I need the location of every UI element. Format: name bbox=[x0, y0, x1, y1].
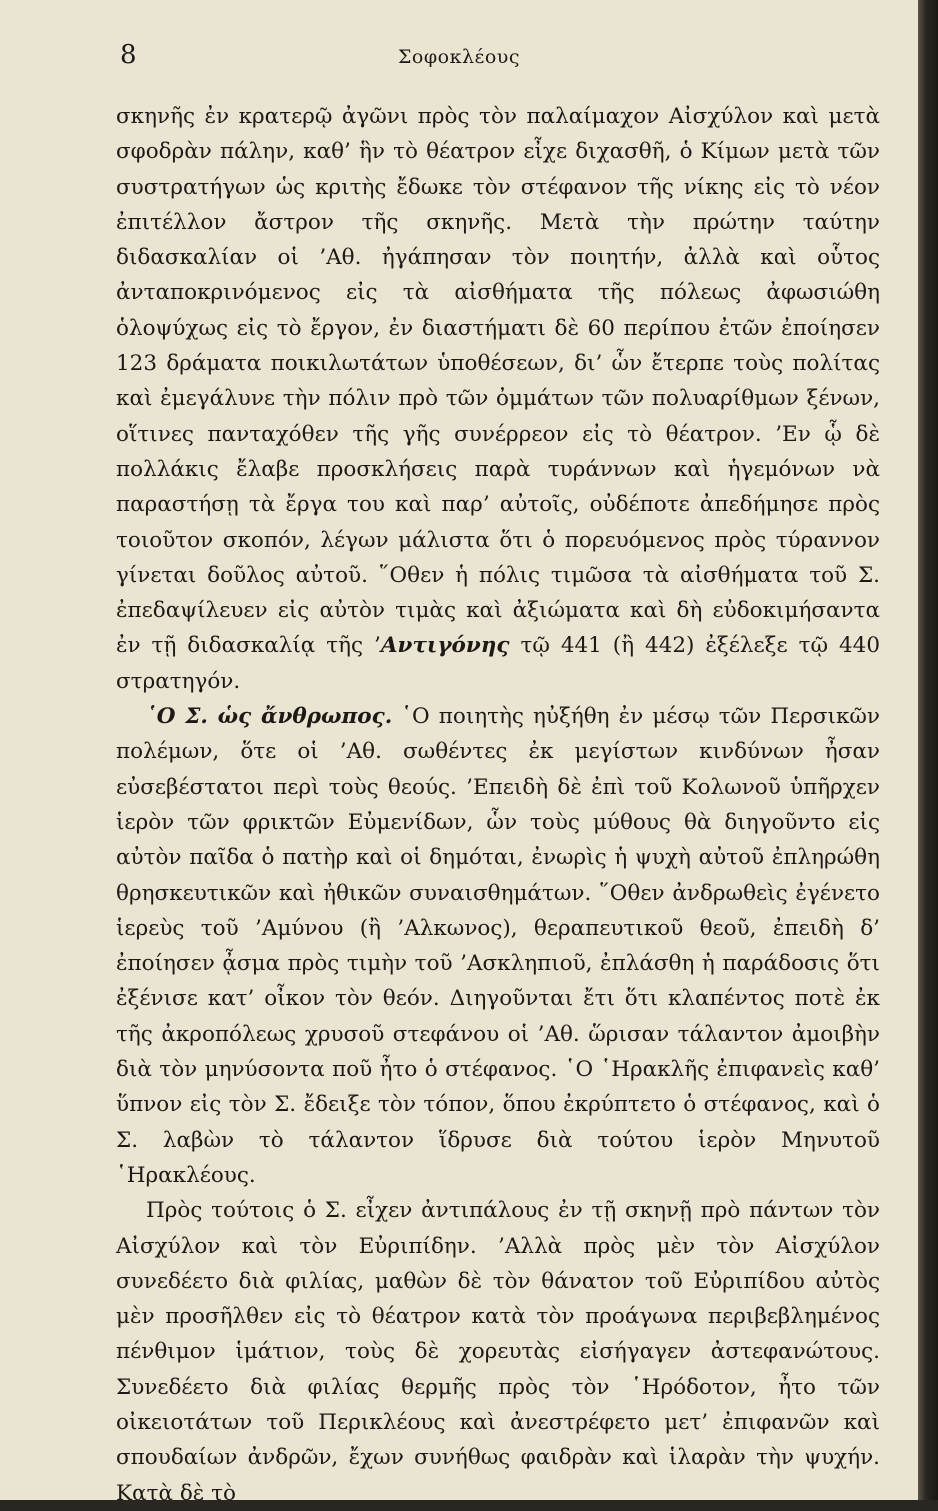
book-spine bbox=[918, 0, 938, 1500]
paragraph-text: ῾Ο ποιητὴς ηὐξήθη ἐν μέσῳ τῶν Περσικῶν πολέμων, ὅτε οἱ ’Αθ. σωθέντες ἐκ μεγίστων κινδύνων ἦσαν εὐσεβέστατοι περὶ τοὺς θεούς. ’Επειδὴ δὲ ἐπὶ τοῦ Κολωνοῦ ὑπῆρχεν ἱερὸν τῶν φρικτῶν Εὐμενίδων, ὧν τοὺς μύθους θὰ διηγοῦντο εἰς αὐτὸν παῖδα ὁ πατὴρ καὶ οἱ δημόται, ἐνωρὶς ἡ ψυχὴ αὐτοῦ ἐπληρώθη θρησκευτικῶν καὶ ἠθικῶν συναισθημάτων. ῞Οθεν ἀνδρωθεὶς ἐγένετο ἱερεὺς τοῦ ’Αμύνου (ἢ ’Αλκωνος), θεραπευτικοῦ θεοῦ, ἐπειδὴ δ’ ἐποίησεν ᾆσμα πρὸς τιμὴν τοῦ ’Ασκληπιοῦ, ἐπλάσθη ἡ παράδοσις ὅτι ἐξένισε κατ’ οἶκον τὸν θεόν. Διηγοῦνται ἔτι ὅτι κλαπέντος ποτὲ ἐκ τῆς ἀκροπόλεως χρυσοῦ στεφάνου οἱ ’Αθ. ὥρισαν τάλαντον ἀμοιβὴν διὰ τὸν μηνύσοντα ποῦ ἦτο ὁ στέφανος. ῾Ο ῾Ηρακλῆς ἐπιφανεὶς καθ’ ὕπνον εἰς τὸν Σ. ἔδειξε τὸν τόπον, ὅπου ἐκρύπτετο ὁ στέφανος, καὶ ὁ Σ. λαβὼν τὸ τάλαντον ἵδρυσε διὰ τούτου ἱερὸν Μηνυτοῦ ῾Ηρακλέους. bbox=[116, 704, 880, 1188]
paragraph-text: τῷ 441 (ἢ 442) ἐξέλεξε τῷ 440 στρατηγόν. bbox=[116, 633, 880, 694]
page-header bbox=[0, 38, 918, 78]
running-title: Σοφοκλέους bbox=[397, 46, 520, 68]
play-title: Αντιγόνης bbox=[380, 633, 510, 659]
paragraph bbox=[116, 99, 880, 699]
body-text bbox=[116, 99, 880, 1511]
section-heading: ῾Ο Σ. ὡς ἄνθρωπος. bbox=[146, 704, 393, 730]
page-number: 8 bbox=[120, 40, 137, 70]
paragraph: Πρὸς τούτοις ὁ Σ. εἶχεν ἀντιπάλους ἐν τῇ σκηνῇ πρὸ πάντων τὸν Αἰσχύλον καὶ τὸν Εὐριπίδην. ’Αλλὰ πρὸς μὲν τὸν Αἰσχύλον συνεδέετο διὰ φιλίας, μαθὼν δὲ τὸν θάνατον τοῦ Εὐριπίδου αὐτὸς μὲν προσῆλθεν εἰς τὸ θέατρον κατὰ τὸν προάγωνα περιβεβλημένος πένθιμον ἱμάτιον, τοὺς δὲ χορευτὰς εἰσήγαγεν ἀστεφανώτους. Συνεδέετο διὰ φιλίας θερμῆς πρὸς τὸν ῾Ηρόδοτον, ἦτο τῶν οἰκειοτάτων τοῦ Περικλέους καὶ ἀνεστρέφετο μετ’ ἐπιφανῶν καὶ σπουδαίων ἀνδρῶν, ἔχων συνήθως φαιδρὰν καὶ ἱλαρὰν τὴν ψυχήν. Κατὰ δὲ τὸ bbox=[116, 1198, 880, 1506]
paragraph-text: σκηνῆς ἐν κρατερῷ ἀγῶνι πρὸς τὸν παλαίμαχον Αἰσχύλον καὶ μετὰ σφοδρὰν πάλην, καθ’ ἣν τὸ θέατρον εἶχε διχασθῆ, ὁ Κίμων μετὰ τῶν συστρατήγων ὡς κριτὴς ἔδωκε τὸν στέφανον τῆς νίκης εἰς τὸ νέον ἐπιτέλλον ἄστρον τῆς σκηνῆς. Μετὰ τὴν πρώτην ταύτην διδασκαλίαν οἱ ’Αθ. ἠγάπησαν τὸν ποιητήν, ἀλλὰ καὶ οὗτος ἀνταποκρινόμενος εἰς τὰ αἰσθήματα τῆς πόλεως ἀφωσιώθη ὁλοψύχως εἰς τὸ ἔργον, ἐν διαστήματι δὲ 60 περίπου ἐτῶν ἐποίησεν 123 δράματα ποικιλωτάτων ὑποθέσεων, δι’ ὧν ἔτερπε τοὺς πολίτας καὶ ἐμεγάλυνε τὴν πόλιν πρὸ τῶν ὀμμάτων τῶν πολυαρίθμων ξένων, οἵτινες πανταχόθεν τῆς γῆς συνέρρεον εἰς τὸ θέατρον. ’Εν ᾧ δὲ πολλάκις ἔλαβε προσκλήσεις παρὰ τυράννων καὶ ἡγεμόνων νὰ παραστήσῃ τὰ ἔργα του καὶ παρ’ αὐτοῖς, οὐδέποτε ἀπεδήμησε πρὸς τοιοῦτον σκοπόν, λέγων μάλιστα ὅτι ὁ πορευόμενος πρὸς τύραννον γίνεται δοῦλος αὐτοῦ. ῞Οθεν ἡ πόλις τιμῶσα τὰ αἰσθήματα τοῦ Σ. ἐπεδαψίλευεν εἰς αὐτὸν τιμὰς καὶ ἀξιώματα καὶ δὴ εὐδοκιμήσαντα ἐν τῇ διδασκαλίᾳ τῆς ’ bbox=[116, 104, 880, 659]
paragraph bbox=[116, 699, 880, 1193]
